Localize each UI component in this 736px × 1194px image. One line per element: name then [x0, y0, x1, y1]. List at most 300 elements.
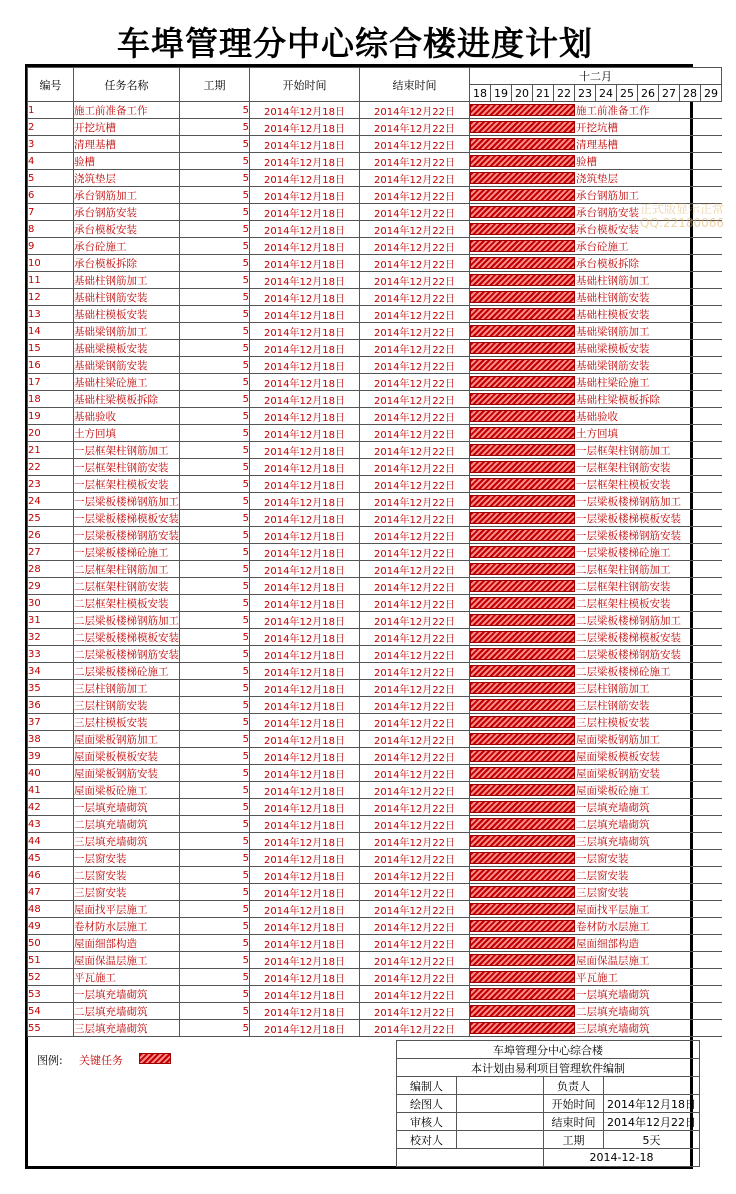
- gantt-bar: [470, 410, 575, 422]
- legend-label: 图例:: [37, 1054, 63, 1067]
- gantt-cell: [470, 476, 722, 493]
- task-duration: 5: [180, 476, 250, 493]
- gantt-bar-label: 清理基槽: [576, 139, 618, 151]
- gantt-cell: [470, 884, 722, 901]
- day-header: 27: [659, 85, 680, 102]
- table-row: [28, 187, 722, 204]
- task-start: 2014年12月18日: [250, 544, 360, 561]
- task-end: 2014年12月22日: [360, 918, 470, 935]
- task-name: 承台钢筋加工: [74, 187, 180, 204]
- task-name: 基础柱梁模板拆除: [74, 391, 180, 408]
- task-start: 2014年12月18日: [250, 510, 360, 527]
- task-duration: 5: [180, 204, 250, 221]
- task-start: 2014年12月18日: [250, 476, 360, 493]
- task-end: 2014年12月22日: [360, 510, 470, 527]
- gantt-bar-label: 施工前准备工作: [576, 105, 650, 117]
- gantt-bar-label: 三层柱模板安装: [576, 717, 650, 729]
- task-end: 2014年12月22日: [360, 1020, 470, 1037]
- info-block: [396, 1040, 700, 1167]
- task-end: 2014年12月22日: [360, 595, 470, 612]
- task-start: 2014年12月18日: [250, 663, 360, 680]
- task-num: 47: [28, 884, 74, 901]
- task-end: 2014年12月22日: [360, 442, 470, 459]
- task-num: 41: [28, 782, 74, 799]
- gantt-bar-label: 屋面梁板钢筋加工: [576, 734, 660, 746]
- gantt-bar: [470, 937, 575, 949]
- gantt-bar: [470, 699, 575, 711]
- task-duration: 5: [180, 731, 250, 748]
- table-row: [28, 612, 722, 629]
- info-software: 本计划由易利项目管理软件编制: [397, 1059, 700, 1077]
- gantt-cell: [470, 238, 722, 255]
- info-end-label: 结束时间: [544, 1113, 604, 1131]
- task-num: 27: [28, 544, 74, 561]
- task-num: 9: [28, 238, 74, 255]
- task-end: 2014年12月22日: [360, 544, 470, 561]
- table-row: [28, 765, 722, 782]
- task-end: 2014年12月22日: [360, 136, 470, 153]
- gantt-cell: [470, 221, 722, 238]
- gantt-cell: [470, 969, 722, 986]
- day-header: 28: [680, 85, 701, 102]
- day-header: 23: [575, 85, 596, 102]
- gantt-cell: [470, 629, 722, 646]
- task-start: 2014年12月18日: [250, 493, 360, 510]
- task-start: 2014年12月18日: [250, 697, 360, 714]
- task-duration: 5: [180, 816, 250, 833]
- legend: [27, 1040, 395, 1166]
- task-name: 二层梁板楼梯模板安装: [74, 629, 180, 646]
- task-duration: 5: [180, 799, 250, 816]
- table-row: [28, 918, 722, 935]
- task-start: 2014年12月18日: [250, 425, 360, 442]
- task-start: 2014年12月18日: [250, 629, 360, 646]
- legend-critical-label: 关键任务: [79, 1054, 123, 1067]
- task-duration: 5: [180, 629, 250, 646]
- task-duration: 5: [180, 272, 250, 289]
- gantt-bar-label: 屋面梁板模板安装: [576, 751, 660, 763]
- table-row: [28, 901, 722, 918]
- gantt-cell: [470, 323, 722, 340]
- task-start: 2014年12月18日: [250, 119, 360, 136]
- task-duration: 5: [180, 425, 250, 442]
- task-name: 承台砼施工: [74, 238, 180, 255]
- table-row: [28, 969, 722, 986]
- task-end: 2014年12月22日: [360, 170, 470, 187]
- task-start: 2014年12月18日: [250, 391, 360, 408]
- table-row: [28, 952, 722, 969]
- task-num: 21: [28, 442, 74, 459]
- task-end: 2014年12月22日: [360, 391, 470, 408]
- gantt-bar: [470, 920, 575, 932]
- task-num: 43: [28, 816, 74, 833]
- task-end: 2014年12月22日: [360, 782, 470, 799]
- gantt-bar-label: 二层框架柱模板安装: [576, 598, 671, 610]
- task-end: 2014年12月22日: [360, 289, 470, 306]
- day-header: 26: [638, 85, 659, 102]
- task-end: 2014年12月22日: [360, 578, 470, 595]
- gantt-bar-label: 一层梁板楼梯砼施工: [576, 547, 671, 559]
- gantt-bar-label: 承台模板拆除: [576, 258, 639, 270]
- task-start: 2014年12月18日: [250, 102, 360, 119]
- gantt-bar-label: 一层窗安装: [576, 853, 629, 865]
- task-name: 承台钢筋安装: [74, 204, 180, 221]
- task-num: 5: [28, 170, 74, 187]
- task-num: 32: [28, 629, 74, 646]
- task-end: 2014年12月22日: [360, 816, 470, 833]
- task-num: 51: [28, 952, 74, 969]
- gantt-bar-label: 基础梁钢筋加工: [576, 326, 650, 338]
- table-row: [28, 884, 722, 901]
- gantt-bar-label: 一层填充墙砌筑: [576, 989, 650, 1001]
- task-duration: 5: [180, 510, 250, 527]
- task-start: 2014年12月18日: [250, 1020, 360, 1037]
- task-start: 2014年12月18日: [250, 136, 360, 153]
- info-reviewer-label: 审核人: [397, 1113, 457, 1131]
- task-duration: 5: [180, 442, 250, 459]
- task-num: 22: [28, 459, 74, 476]
- task-duration: 5: [180, 697, 250, 714]
- header-start: 开始时间: [250, 68, 360, 102]
- task-name: 屋面找平层施工: [74, 901, 180, 918]
- table-row: [28, 238, 722, 255]
- gantt-bar: [470, 325, 575, 337]
- info-drawer-value: [457, 1095, 544, 1113]
- gantt-cell: [470, 153, 722, 170]
- table-row: [28, 935, 722, 952]
- task-end: 2014年12月22日: [360, 765, 470, 782]
- gantt-bar-label: 基础柱钢筋安装: [576, 292, 650, 304]
- task-name: 一层框架柱钢筋加工: [74, 442, 180, 459]
- task-num: 23: [28, 476, 74, 493]
- gantt-bar: [470, 614, 575, 626]
- task-num: 6: [28, 187, 74, 204]
- task-end: 2014年12月22日: [360, 748, 470, 765]
- task-start: 2014年12月18日: [250, 442, 360, 459]
- gantt-bar-label: 二层梁板楼梯砼施工: [576, 666, 671, 678]
- task-duration: 5: [180, 408, 250, 425]
- gantt-bar-label: 二层框架柱钢筋加工: [576, 564, 671, 576]
- task-start: 2014年12月18日: [250, 731, 360, 748]
- task-end: 2014年12月22日: [360, 935, 470, 952]
- task-start: 2014年12月18日: [250, 204, 360, 221]
- task-end: 2014年12月22日: [360, 153, 470, 170]
- task-duration: 5: [180, 986, 250, 1003]
- task-duration: 5: [180, 323, 250, 340]
- gantt-bar-label: 二层梁板楼梯钢筋加工: [576, 615, 681, 627]
- task-end: 2014年12月22日: [360, 119, 470, 136]
- gantt-bar-label: 二层窗安装: [576, 870, 629, 882]
- gantt-cell: [470, 391, 722, 408]
- table-row: [28, 306, 722, 323]
- task-start: 2014年12月18日: [250, 272, 360, 289]
- gantt-bar: [470, 529, 575, 541]
- task-duration: 5: [180, 1020, 250, 1037]
- gantt-bar-label: 平瓦施工: [576, 972, 618, 984]
- gantt-bar-label: 基础柱梁模板拆除: [576, 394, 660, 406]
- task-end: 2014年12月22日: [360, 187, 470, 204]
- task-name: 一层填充墙砌筑: [74, 986, 180, 1003]
- task-name: 卷材防水层施工: [74, 918, 180, 935]
- task-name: 二层梁板楼梯钢筋加工: [74, 612, 180, 629]
- gantt-cell: [470, 935, 722, 952]
- gantt-cell: [470, 374, 722, 391]
- task-name: 二层梁板楼梯砼施工: [74, 663, 180, 680]
- header-name: 任务名称: [74, 68, 180, 102]
- gantt-bar-label: 基础验收: [576, 411, 618, 423]
- task-num: 46: [28, 867, 74, 884]
- task-name: 开挖坑槽: [74, 119, 180, 136]
- gantt-cell: [470, 680, 722, 697]
- task-name: 基础梁钢筋加工: [74, 323, 180, 340]
- table-row: [28, 476, 722, 493]
- gantt-bar-label: 基础梁钢筋安装: [576, 360, 650, 372]
- table-row: [28, 255, 722, 272]
- task-end: 2014年12月22日: [360, 476, 470, 493]
- gantt-bar: [470, 597, 575, 609]
- gantt-bar: [470, 427, 575, 439]
- task-duration: 5: [180, 680, 250, 697]
- gantt-bar: [470, 393, 575, 405]
- table-row: [28, 561, 722, 578]
- table-row: [28, 1003, 722, 1020]
- task-num: 48: [28, 901, 74, 918]
- task-name: 基础验收: [74, 408, 180, 425]
- task-num: 24: [28, 493, 74, 510]
- gantt-cell: [470, 544, 722, 561]
- day-header: 25: [617, 85, 638, 102]
- task-name: 二层框架柱模板安装: [74, 595, 180, 612]
- info-project: 车埠管理分中心综合楼: [397, 1041, 700, 1059]
- task-num: 17: [28, 374, 74, 391]
- header-num: 编号: [28, 68, 74, 102]
- gantt-cell: [470, 289, 722, 306]
- gantt-bar-label: 基础柱梁砼施工: [576, 377, 650, 389]
- gantt-bar: [470, 189, 575, 201]
- table-row: [28, 408, 722, 425]
- day-header: 24: [596, 85, 617, 102]
- header-end: 结束时间: [360, 68, 470, 102]
- task-num: 18: [28, 391, 74, 408]
- table-row: [28, 867, 722, 884]
- info-start-value: 2014年12月18日: [604, 1095, 700, 1113]
- header-month: 十二月: [470, 68, 722, 85]
- gantt-cell: [470, 578, 722, 595]
- gantt-cell: [470, 816, 722, 833]
- table-row: [28, 799, 722, 816]
- task-end: 2014年12月22日: [360, 680, 470, 697]
- task-start: 2014年12月18日: [250, 782, 360, 799]
- task-num: 50: [28, 935, 74, 952]
- gantt-bar: [470, 240, 575, 252]
- gantt-cell: [470, 799, 722, 816]
- gantt-cell: [470, 510, 722, 527]
- task-num: 2: [28, 119, 74, 136]
- gantt-bar-label: 一层梁板楼梯模板安装: [576, 513, 681, 525]
- info-checker-value: [457, 1131, 544, 1149]
- gantt-bar: [470, 512, 575, 524]
- task-start: 2014年12月18日: [250, 799, 360, 816]
- task-name: 一层梁板楼梯钢筋安装: [74, 527, 180, 544]
- task-name: 一层梁板楼梯模板安装: [74, 510, 180, 527]
- table-row: [28, 323, 722, 340]
- day-header: 18: [470, 85, 491, 102]
- task-start: 2014年12月18日: [250, 578, 360, 595]
- gantt-bar: [470, 648, 575, 660]
- task-name: 一层填充墙砌筑: [74, 799, 180, 816]
- gantt-bar-label: 屋面保温层施工: [576, 955, 650, 967]
- task-duration: 5: [180, 170, 250, 187]
- gantt-bar-label: 二层填充墙砌筑: [576, 1006, 650, 1018]
- table-row: [28, 136, 722, 153]
- task-num: 15: [28, 340, 74, 357]
- task-end: 2014年12月22日: [360, 969, 470, 986]
- task-num: 37: [28, 714, 74, 731]
- task-num: 55: [28, 1020, 74, 1037]
- task-name: 基础柱模板安装: [74, 306, 180, 323]
- table-row: [28, 340, 722, 357]
- table-row: [28, 782, 722, 799]
- gantt-bar: [470, 716, 575, 728]
- task-start: 2014年12月18日: [250, 748, 360, 765]
- task-duration: 5: [180, 187, 250, 204]
- gantt-bar-label: 基础梁模板安装: [576, 343, 650, 355]
- task-name: 一层窗安装: [74, 850, 180, 867]
- gantt-bar-label: 屋面梁板钢筋安装: [576, 768, 660, 780]
- gantt-bar: [470, 767, 575, 779]
- task-name: 一层梁板楼梯砼施工: [74, 544, 180, 561]
- task-duration: 5: [180, 289, 250, 306]
- task-start: 2014年12月18日: [250, 221, 360, 238]
- task-duration: 5: [180, 918, 250, 935]
- gantt-bar: [470, 869, 575, 881]
- task-start: 2014年12月18日: [250, 612, 360, 629]
- task-duration: 5: [180, 153, 250, 170]
- gantt-bar: [470, 206, 575, 218]
- table-row: [28, 714, 722, 731]
- task-duration: 5: [180, 561, 250, 578]
- task-name: 基础柱梁砼施工: [74, 374, 180, 391]
- task-name: 验槽: [74, 153, 180, 170]
- task-duration: 5: [180, 901, 250, 918]
- gantt-cell: [470, 850, 722, 867]
- task-name: 屋面梁板钢筋安装: [74, 765, 180, 782]
- task-num: 49: [28, 918, 74, 935]
- task-num: 45: [28, 850, 74, 867]
- gantt-cell: [470, 204, 722, 221]
- task-duration: 5: [180, 255, 250, 272]
- gantt-cell: [470, 357, 722, 374]
- gantt-cell: [470, 272, 722, 289]
- task-num: 54: [28, 1003, 74, 1020]
- task-duration: 5: [180, 459, 250, 476]
- table-row: [28, 153, 722, 170]
- table-row: [28, 578, 722, 595]
- gantt-bar: [470, 580, 575, 592]
- task-num: 19: [28, 408, 74, 425]
- task-end: 2014年12月22日: [360, 629, 470, 646]
- task-start: 2014年12月18日: [250, 816, 360, 833]
- gantt-bar-label: 一层梁板楼梯钢筋加工: [576, 496, 681, 508]
- gantt-bar-label: 二层梁板楼梯模板安装: [576, 632, 681, 644]
- gantt-cell: [470, 833, 722, 850]
- task-end: 2014年12月22日: [360, 731, 470, 748]
- gantt-bar: [470, 988, 575, 1000]
- gantt-cell: [470, 901, 722, 918]
- gantt-bar: [470, 155, 575, 167]
- gantt-bar: [470, 172, 575, 184]
- task-start: 2014年12月18日: [250, 255, 360, 272]
- table-row: [28, 986, 722, 1003]
- gantt-bar-label: 开挖坑槽: [576, 122, 618, 134]
- task-end: 2014年12月22日: [360, 238, 470, 255]
- gantt-bar: [470, 1022, 575, 1034]
- table-row: [28, 850, 722, 867]
- task-duration: 5: [180, 340, 250, 357]
- task-duration: 5: [180, 595, 250, 612]
- gantt-bar-label: 卷材防水层施工: [576, 921, 650, 933]
- task-duration: 5: [180, 306, 250, 323]
- gantt-bar-label: 一层框架柱钢筋加工: [576, 445, 671, 457]
- day-header: 22: [554, 85, 575, 102]
- gantt-cell: [470, 1020, 722, 1037]
- gantt-bar: [470, 954, 575, 966]
- task-num: 33: [28, 646, 74, 663]
- day-header: 29: [701, 85, 722, 102]
- gantt-cell: [470, 595, 722, 612]
- task-duration: 5: [180, 102, 250, 119]
- gantt-bar-label: 三层柱钢筋加工: [576, 683, 650, 695]
- gantt-bar: [470, 274, 575, 286]
- info-start-label: 开始时间: [544, 1095, 604, 1113]
- task-num: 8: [28, 221, 74, 238]
- gantt-cell: [470, 170, 722, 187]
- table-row: [28, 510, 722, 527]
- task-end: 2014年12月22日: [360, 493, 470, 510]
- table-row: [28, 544, 722, 561]
- gantt-cell: [470, 748, 722, 765]
- task-num: 52: [28, 969, 74, 986]
- gantt-cell: [470, 952, 722, 969]
- gantt-bar-label: 屋面细部构造: [576, 938, 639, 950]
- task-end: 2014年12月22日: [360, 374, 470, 391]
- day-header: 20: [512, 85, 533, 102]
- task-start: 2014年12月18日: [250, 374, 360, 391]
- gantt-bar: [470, 461, 575, 473]
- gantt-bar: [470, 308, 575, 320]
- info-duration-value: 5天: [604, 1131, 700, 1149]
- task-start: 2014年12月18日: [250, 680, 360, 697]
- task-end: 2014年12月22日: [360, 612, 470, 629]
- task-start: 2014年12月18日: [250, 901, 360, 918]
- task-num: 4: [28, 153, 74, 170]
- gantt-cell: [470, 408, 722, 425]
- gantt-cell: [470, 527, 722, 544]
- task-duration: 5: [180, 884, 250, 901]
- table-row: [28, 442, 722, 459]
- gantt-cell: [470, 663, 722, 680]
- table-row: [28, 425, 722, 442]
- task-start: 2014年12月18日: [250, 306, 360, 323]
- task-end: 2014年12月22日: [360, 867, 470, 884]
- gantt-bar-label: 三层柱钢筋安装: [576, 700, 650, 712]
- gantt-cell: [470, 731, 722, 748]
- task-duration: 5: [180, 765, 250, 782]
- task-duration: 5: [180, 578, 250, 595]
- task-num: 40: [28, 765, 74, 782]
- gantt-cell: [470, 136, 722, 153]
- task-name: 浇筑垫层: [74, 170, 180, 187]
